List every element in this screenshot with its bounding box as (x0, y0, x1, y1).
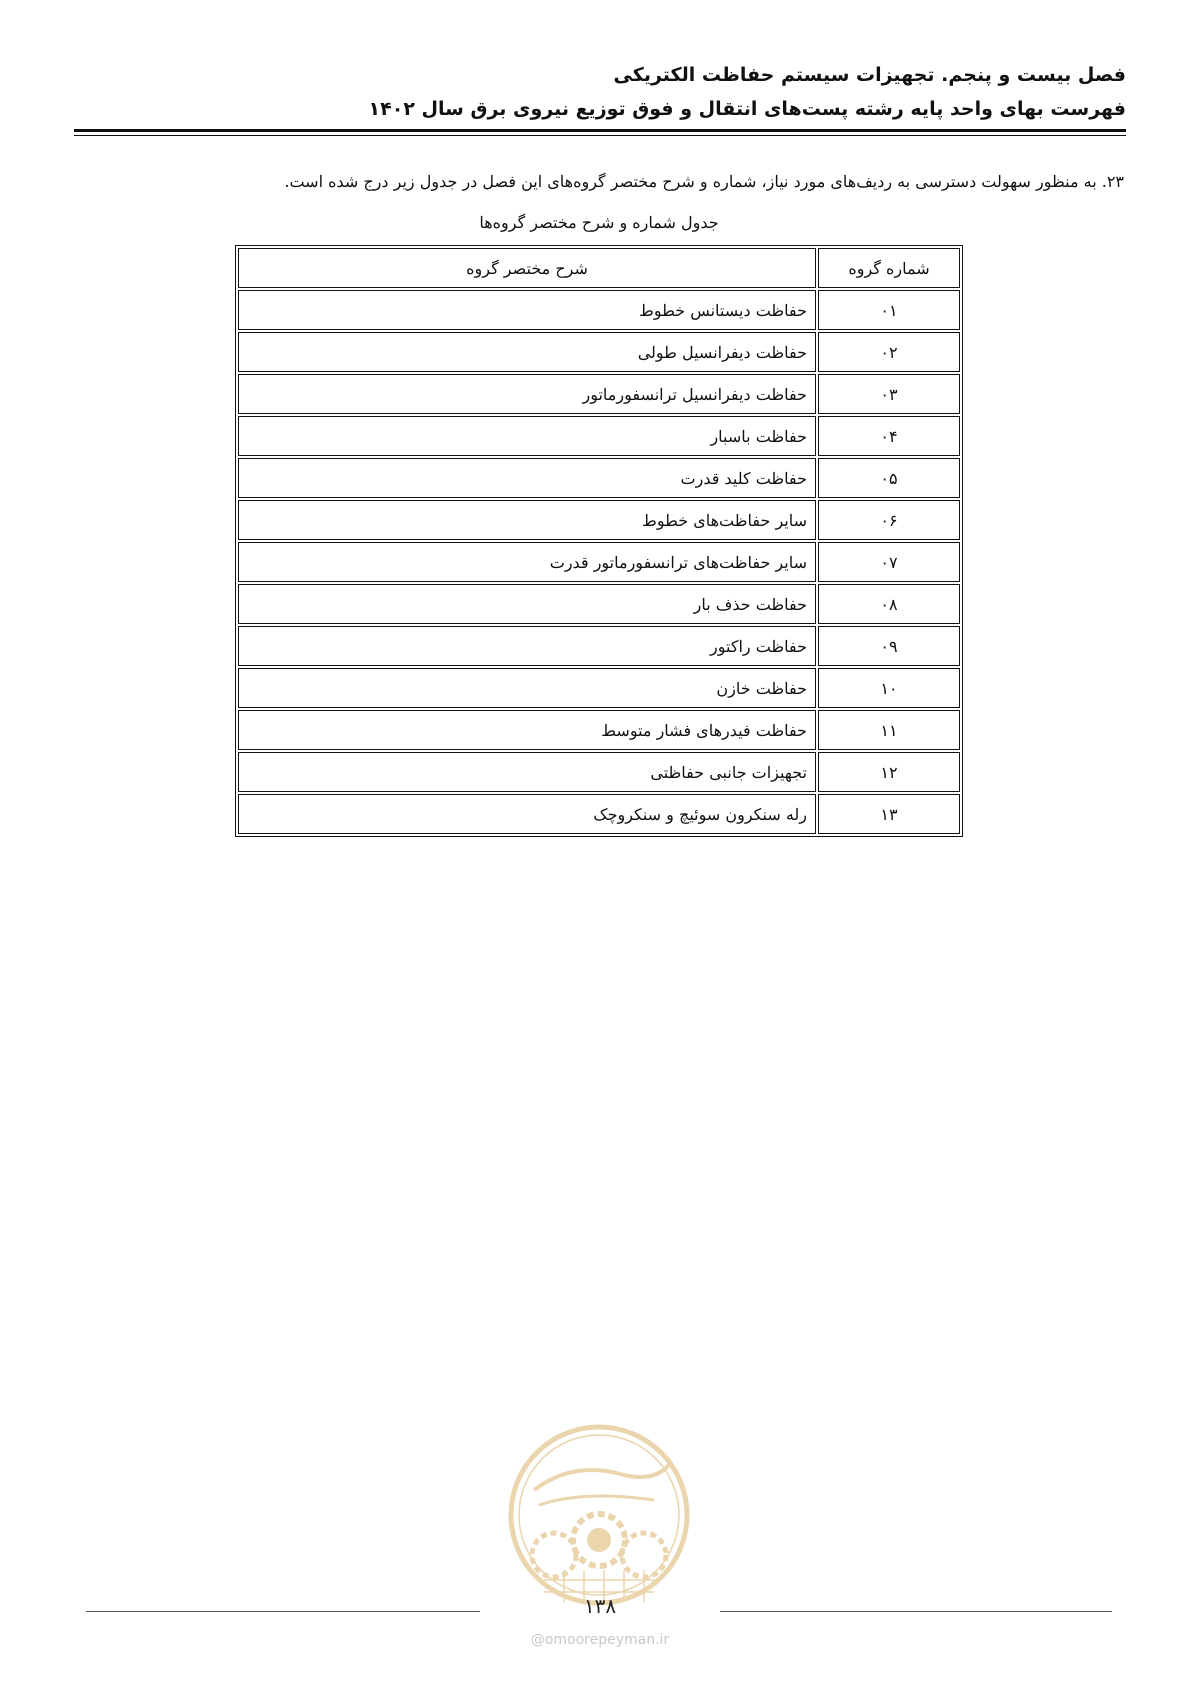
group-description-cell: حفاظت خازن (238, 668, 816, 708)
table-header-row (238, 248, 960, 288)
footer-rule-left (86, 1611, 480, 1612)
table-row (238, 374, 960, 414)
group-description-cell: حفاظت کلید قدرت (238, 458, 816, 498)
book-title: فهرست بهای واحد پایه رشته پست‌های انتقال و فوق توزیع نیروی برق سال ۱۴۰۲ (368, 98, 1126, 120)
table-row (238, 542, 960, 582)
group-description-cell: سایر حفاظت‌های خطوط (238, 500, 816, 540)
group-description-cell: حفاظت باسبار (238, 416, 816, 456)
group-number-cell: ۰۸ (818, 584, 960, 624)
table-row (238, 710, 960, 750)
intro-paragraph: ۲۳. به منظور سهولت دسترسی به ردیف‌های مورد نیاز، شماره و شرح مختصر گروه‌های این فصل در جدول زیر درج شده است. (284, 172, 1124, 191)
page-number: ۱۳۸ (583, 1594, 617, 1618)
group-number-cell: ۱۲ (818, 752, 960, 792)
header-rule-thick (74, 129, 1126, 132)
table-row (238, 584, 960, 624)
group-description-cell: سایر حفاظت‌های ترانسفورماتور قدرت (238, 542, 816, 582)
table-row (238, 458, 960, 498)
group-number-cell: ۰۳ (818, 374, 960, 414)
table-row (238, 626, 960, 666)
group-description-cell: حفاظت حذف بار (238, 584, 816, 624)
group-number-cell: ۱۱ (818, 710, 960, 750)
table-row (238, 332, 960, 372)
group-number-cell: ۰۶ (818, 500, 960, 540)
table-row (238, 500, 960, 540)
header-rule-thin (74, 135, 1126, 136)
seal-watermark (504, 1420, 694, 1610)
group-number-cell: ۰۹ (818, 626, 960, 666)
table-row (238, 752, 960, 792)
table-row (238, 794, 960, 834)
chapter-title: فصل بیست و پنجم. تجهیزات سیستم حفاظت الکتریکی (613, 64, 1126, 86)
group-description-cell: رله سنکرون سوئیچ و سنکروچک (238, 794, 816, 834)
group-number-cell: ۰۴ (818, 416, 960, 456)
header-group-description: شرح مختصر گروه (238, 248, 816, 288)
group-number-cell: ۰۱ (818, 290, 960, 330)
group-description-cell: حفاظت دیستانس خطوط (238, 290, 816, 330)
group-table (235, 245, 963, 837)
table-row (238, 416, 960, 456)
group-description-cell: حفاظت فیدرهای فشار متوسط (238, 710, 816, 750)
group-description-cell: حفاظت دیفرانسیل طولی (238, 332, 816, 372)
group-description-cell: حفاظت راکتور (238, 626, 816, 666)
group-number-cell: ۰۷ (818, 542, 960, 582)
group-description-cell: تجهیزات جانبی حفاظتی (238, 752, 816, 792)
footer-rule-right (720, 1611, 1112, 1612)
group-number-cell: ۰۵ (818, 458, 960, 498)
table-row (238, 668, 960, 708)
table-caption: جدول شماره و شرح مختصر گروه‌ها (479, 213, 719, 232)
group-number-cell: ۰۲ (818, 332, 960, 372)
group-description-cell: حفاظت دیفرانسیل ترانسفورماتور (238, 374, 816, 414)
watermark-url: @omoorepeyman.ir (530, 1632, 670, 1648)
group-table-container (235, 245, 963, 837)
page-header (74, 58, 1126, 126)
group-number-cell: ۱۰ (818, 668, 960, 708)
header-group-number: شماره گروه (818, 248, 960, 288)
group-number-cell: ۱۳ (818, 794, 960, 834)
table-row (238, 290, 960, 330)
